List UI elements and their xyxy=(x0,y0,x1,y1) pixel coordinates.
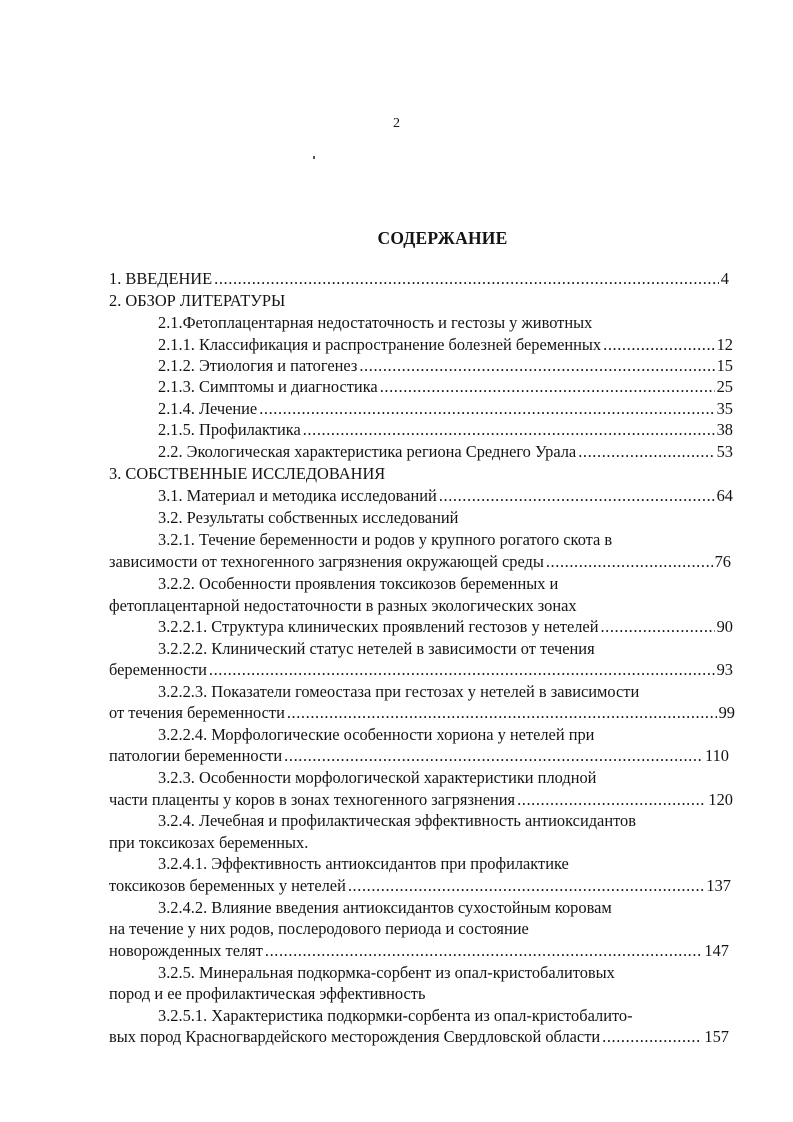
toc-entry-3-2-4-2-line3[interactable] xyxy=(109,940,729,962)
toc-entry-text: 3.2.2.2. Клинический статус нетелей в зависимости от течения xyxy=(158,639,595,658)
toc-entry-3-2-4-1-line1[interactable] xyxy=(158,853,569,875)
toc-page-number: 35 xyxy=(716,399,733,418)
toc-entry-text: 3.2.1. Течение беременности и родов у крупного рогатого скота в xyxy=(158,530,613,549)
toc-entry-text: от течения беременности xyxy=(109,703,285,722)
toc-entry-3-2-5-1-line2[interactable] xyxy=(109,1026,729,1048)
toc-entry-text: 3.1. Материал и методика исследований xyxy=(158,486,437,505)
toc-leader-dots xyxy=(517,789,706,811)
toc-entry-3-2-2-1[interactable] xyxy=(158,616,733,638)
toc-entry-3-2[interactable] xyxy=(158,507,458,529)
toc-entry-3-2-4-2-line2[interactable] xyxy=(109,918,529,940)
toc-entry-text: 2.1.3. Симптомы и диагностика xyxy=(158,377,378,396)
toc-entry-text: 3.2.2. Особенности проявления токсикозов беременных и xyxy=(158,574,559,593)
toc-entry-text: токсикозов беременных у нетелей xyxy=(109,876,346,895)
toc-entry-3-2-4-line1[interactable] xyxy=(158,810,636,832)
toc-leader-dots xyxy=(380,376,715,398)
toc-entry-3-2-3-line2[interactable] xyxy=(109,789,733,811)
toc-leader-dots xyxy=(303,419,715,441)
toc-entry-2-1[interactable] xyxy=(158,312,592,334)
toc-page-number: 120 xyxy=(708,790,733,809)
toc-entry-text: 3.2.3. Особенности морфологической характеристики плодной xyxy=(158,768,597,787)
toc-page-number: 25 xyxy=(716,377,733,396)
toc-entry-text: фетоплацентарной недостаточности в разных экологических зонах xyxy=(109,596,577,615)
toc-entry-2-1-3[interactable] xyxy=(158,376,733,398)
toc-page-number: 157 xyxy=(704,1027,729,1046)
toc-entry-2-1-4[interactable] xyxy=(158,398,733,420)
toc-entry-2-1-2[interactable] xyxy=(158,355,733,377)
toc-entry-text: 2.1.4. Лечение xyxy=(158,399,258,418)
toc-leader-dots xyxy=(603,334,714,356)
toc-leader-dots xyxy=(578,441,714,463)
toc-entry-3-2-2-2-line2[interactable] xyxy=(109,659,733,681)
toc-entry-text: патологии беременности xyxy=(109,746,283,765)
toc-entry-text: 3.2.5.1. Характеристика подкормки-сорбента из опал-кристобалито- xyxy=(158,1006,633,1025)
toc-entry-3-2-2-3-line1[interactable] xyxy=(158,681,639,703)
toc-entry-text: 3. СОБСТВЕННЫЕ ИССЛЕДОВАНИЯ xyxy=(109,464,386,483)
toc-entry-text: 3.2.4.1. Эффективность антиоксидантов при профилактике xyxy=(158,854,569,873)
toc-entry-lit-review[interactable] xyxy=(109,290,285,312)
toc-entry-3-2-4-2-line1[interactable] xyxy=(158,897,612,919)
toc-entry-2-1-5[interactable] xyxy=(158,419,733,441)
toc-entry-text: 2.1.1. Классификация и распространение болезней беременных xyxy=(158,335,602,354)
toc-page-number: 38 xyxy=(716,420,733,439)
toc-entry-text: 2.1.Фетоплацентарная недостаточность и гестозы у животных xyxy=(158,313,593,332)
toc-page-number: 53 xyxy=(716,442,733,461)
toc-entry-text: беременности xyxy=(109,660,207,679)
toc-entry-text: 2.1.5. Профилактика xyxy=(158,420,301,439)
toc-leader-dots xyxy=(214,268,719,290)
toc-leader-dots xyxy=(546,551,713,573)
toc-leader-dots xyxy=(287,702,717,724)
toc-entry-text: на течение у них родов, послеродового периода и состояние xyxy=(109,919,529,938)
toc-page-number: 76 xyxy=(714,552,731,571)
toc-entry-2-2[interactable] xyxy=(158,441,733,463)
page-number: 2 xyxy=(393,116,400,131)
toc-page-number: 137 xyxy=(706,876,731,895)
toc-leader-dots xyxy=(439,485,715,507)
toc-entry-3-2-1-line1[interactable] xyxy=(158,529,612,551)
toc-page-number: 99 xyxy=(718,703,735,722)
document-title: СОДЕРЖАНИЕ xyxy=(377,228,508,248)
toc-leader-dots xyxy=(600,616,714,638)
toc-entry-3-1[interactable] xyxy=(158,485,733,507)
toc-page-number: 93 xyxy=(716,660,733,679)
toc-entry-3-2-4-line2[interactable] xyxy=(109,832,308,854)
toc-entry-own-research[interactable] xyxy=(109,463,385,485)
toc-leader-dots xyxy=(259,398,714,420)
toc-entry-text: 3.2.4. Лечебная и профилактическая эффективность антиоксидантов xyxy=(158,811,636,830)
toc-entry-text: 3.2.2.1. Структура клинических проявлений гестозов у нетелей xyxy=(158,617,599,636)
toc-leader-dots xyxy=(265,940,703,962)
toc-entry-text: 3.2.4.2. Влияние введения антиоксидантов сухостойным коровам xyxy=(158,898,612,917)
toc-entry-3-2-5-line2[interactable] xyxy=(109,983,425,1005)
toc-entry-text: пород и ее профилактическая эффективность xyxy=(109,984,426,1003)
toc-entry-text: 3.2.2.4. Морфологические особенности хориона у нетелей при xyxy=(158,725,595,744)
toc-entry-text: при токсикозах беременных. xyxy=(109,833,309,852)
toc-entry-text: 3.2. Результаты собственных исследований xyxy=(158,508,459,527)
toc-entry-3-2-2-2-line1[interactable] xyxy=(158,638,595,660)
toc-entry-3-2-2-line1[interactable] xyxy=(158,573,558,595)
toc-entry-3-2-5-line1[interactable] xyxy=(158,962,615,984)
toc-leader-dots xyxy=(209,659,715,681)
toc-leader-dots xyxy=(359,355,714,377)
toc-entry-3-2-5-1-line1[interactable] xyxy=(158,1005,633,1027)
toc-entry-text: новорожденных телят xyxy=(109,941,263,960)
toc-page-number: 12 xyxy=(716,335,733,354)
toc-page-number: 64 xyxy=(716,486,733,505)
toc-leader-dots xyxy=(284,745,703,767)
toc-entry-text: 1. ВВЕДЕНИЕ xyxy=(109,269,213,288)
toc-page-number: 4 xyxy=(720,269,729,288)
toc-entry-3-2-4-1-line2[interactable] xyxy=(109,875,731,897)
toc-entry-3-2-1-line2[interactable] xyxy=(109,551,731,573)
toc-entry-2-1-1[interactable] xyxy=(158,334,733,356)
toc-leader-dots xyxy=(602,1026,702,1048)
toc-entry-text: зависимости от техногенного загрязнения окружающей среды xyxy=(109,552,544,571)
toc-page-number: 90 xyxy=(716,617,733,636)
toc-entry-text: 2. ОБЗОР ЛИТЕРАТУРЫ xyxy=(109,291,286,310)
toc-entry-3-2-2-4-line2[interactable] xyxy=(109,745,729,767)
toc-entry-text: 2.2. Экологическая характеристика региона Среднего Урала xyxy=(158,442,577,461)
toc-entry-text: 2.1.2. Этиология и патогенез xyxy=(158,356,358,375)
toc-entry-3-2-3-line1[interactable] xyxy=(158,767,596,789)
toc-entry-3-2-2-4-line1[interactable] xyxy=(158,724,594,746)
toc-page-number: 15 xyxy=(716,356,733,375)
toc-entry-3-2-2-line2[interactable] xyxy=(109,595,577,617)
toc-entry-text: 3.2.2.3. Показатели гомеостаза при гестозах у нетелей в зависимости xyxy=(158,682,640,701)
toc-entry-intro[interactable] xyxy=(109,268,729,290)
toc-entry-text: части плаценты у коров в зонах техногенного загрязнения xyxy=(109,790,516,809)
toc-page-number: 110 xyxy=(705,746,729,765)
toc-entry-text: вых пород Красногвардейского месторождения Свердловской области xyxy=(109,1027,601,1046)
toc-leader-dots xyxy=(348,875,705,897)
toc-entry-3-2-2-3-line2[interactable] xyxy=(109,702,735,724)
toc-entry-text: 3.2.5. Минеральная подкормка-сорбент из опал-кристобалитовых xyxy=(158,963,615,982)
toc-page-number: 147 xyxy=(704,941,729,960)
